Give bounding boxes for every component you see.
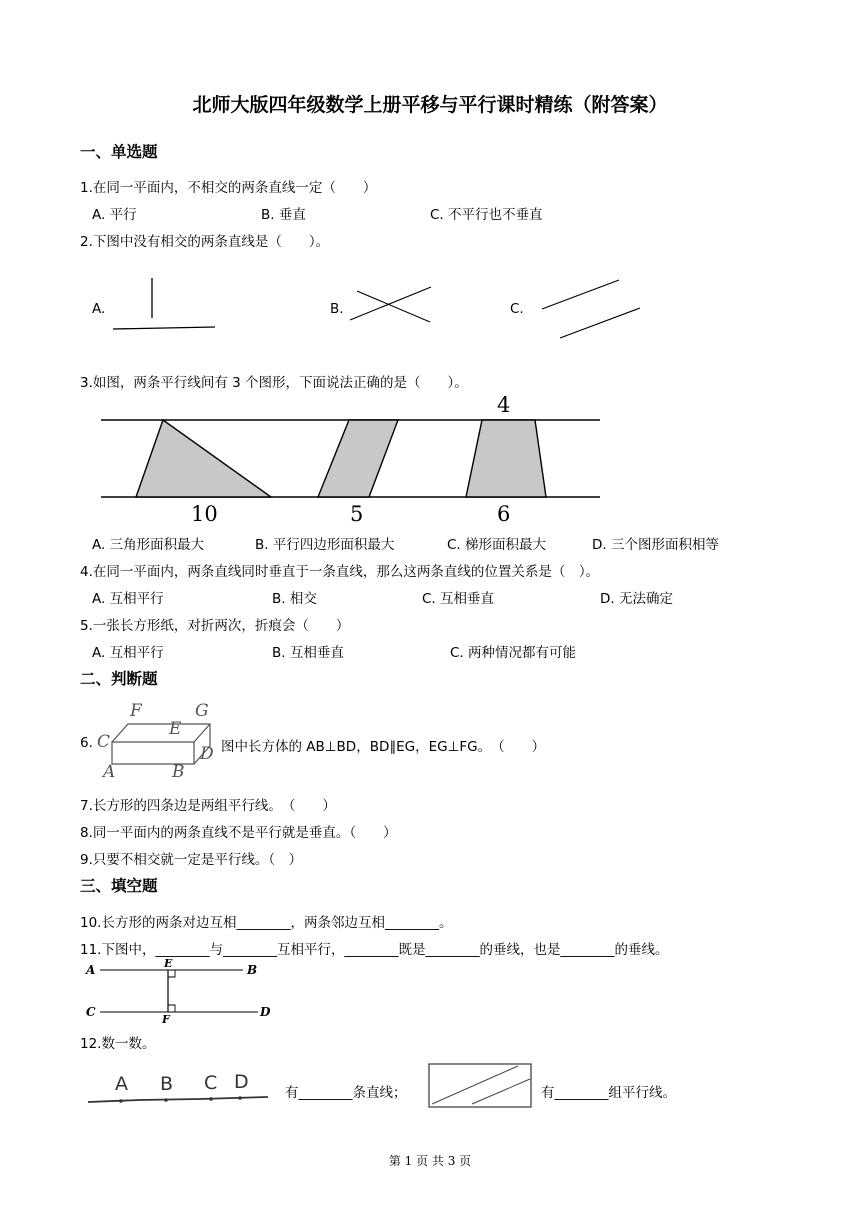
point-label-c: C: [204, 1072, 218, 1094]
question-12-text: 12.数一数。: [80, 1036, 156, 1052]
question-6-number: 6.: [80, 735, 93, 751]
point-label-d: D: [260, 1005, 271, 1019]
question-2-text: 2.下图中没有相交的两条直线是（ ）。: [80, 234, 330, 250]
question-3-option-d: D. 三个图形面积相等: [592, 537, 719, 553]
question-10-text: 10.长方形的两条对边互相________，两条邻边互相________。: [80, 915, 453, 931]
question-2-option-c: C.: [510, 301, 524, 317]
question-8-text: 8.同一平面内的两条直线不是平行就是垂直。（ ）: [80, 825, 397, 841]
point-label-b: B: [160, 1073, 174, 1095]
page-footer: 第 1 页 共 3 页: [388, 1154, 472, 1168]
trapezoid-top-label: 4: [497, 393, 511, 417]
parallelogram-base-label: 5: [350, 502, 364, 526]
question-4-option-b: B. 相交: [272, 591, 317, 607]
question-4-option-c: C. 互相垂直: [422, 591, 495, 607]
point-dot-c: [209, 1097, 213, 1101]
question-2-option-b: B.: [330, 301, 344, 317]
section-heading-fill-in: 三、填空题: [80, 877, 158, 895]
cuboid-label-a: A: [103, 762, 116, 782]
question-4-option-a: A. 互相平行: [92, 591, 164, 607]
question-3-option-c: C. 梯形面积最大: [447, 537, 547, 553]
question-5-option-c: C. 两种情况都有可能: [450, 645, 577, 661]
question-1-option-a: A. 平行: [92, 207, 137, 223]
point-dot-d: [238, 1096, 242, 1100]
point-dot-b: [164, 1098, 168, 1102]
question-4-option-d: D. 无法确定: [600, 591, 673, 607]
trapezoid-base-label: 6: [497, 502, 511, 526]
cuboid-label-c: C: [97, 732, 111, 752]
section-heading-true-false: 二、判断题: [80, 670, 158, 688]
point-label-c: C: [86, 1005, 96, 1019]
point-label-b: B: [247, 963, 258, 977]
question-5-text: 5.一张长方形纸，对折两次，折痕会（ ）: [80, 618, 350, 634]
question-11-text: 11.下图中，________与________互相平行，________既是________的垂线，也是________的垂线。: [80, 942, 669, 958]
cuboid-label-f: F: [130, 701, 142, 721]
cuboid-label-b: B: [172, 762, 185, 782]
question-3-option-b: B. 平行四边形面积最大: [255, 537, 395, 553]
question-12-blank-lines: 有________条直线；: [285, 1085, 407, 1101]
question-1-text: 1.在同一平面内，不相交的两条直线一定（ ）: [80, 180, 377, 196]
question-5-option-a: A. 互相平行: [92, 645, 164, 661]
question-9-text: 9.只要不相交就一定是平行线。（ ）: [80, 852, 303, 868]
point-dot-a: [119, 1099, 123, 1103]
rectangle-diagonal-1: [432, 1066, 518, 1104]
question-3-text: 3.如图，两条平行线间有 3 个图形，下面说法正确的是（ ）。: [80, 375, 468, 391]
point-label-a: A: [86, 963, 96, 977]
question-1-option-b: B. 垂直: [261, 207, 306, 223]
cuboid-label-d: D: [200, 744, 214, 764]
point-label-a: A: [115, 1073, 128, 1095]
question-7-text: 7.长方形的四条边是两组平行线。 （ ）: [80, 798, 336, 814]
triangle-base-label: 10: [191, 502, 218, 526]
point-label-e: E: [164, 957, 173, 970]
page-title: 北师大版四年级数学上册平移与平行课时精练（附答案）: [192, 94, 668, 116]
question-1-option-c: C. 不平行也不垂直: [430, 207, 543, 223]
question-2-option-a: A.: [92, 301, 106, 317]
question-5-option-b: B. 互相垂直: [272, 645, 344, 661]
cuboid-label-g: G: [195, 701, 209, 721]
question-6-text: 图中长方体的 AB⊥BD，BD∥EG，EG⊥FG。 （ ）: [221, 739, 546, 755]
section-heading-single-choice: 一、单选题: [80, 143, 158, 161]
question-4-text: 4.在同一平面内，两条直线同时垂直于一条直线，那么这两条直线的位置关系是（ ）。: [80, 564, 600, 580]
point-label-f: F: [162, 1013, 170, 1026]
question-12-blank-parallel: 有________组平行线。: [541, 1085, 676, 1101]
point-label-d: D: [234, 1071, 249, 1093]
cuboid-label-e: E: [169, 719, 182, 739]
question-3-option-a: A. 三角形面积最大: [92, 537, 205, 553]
